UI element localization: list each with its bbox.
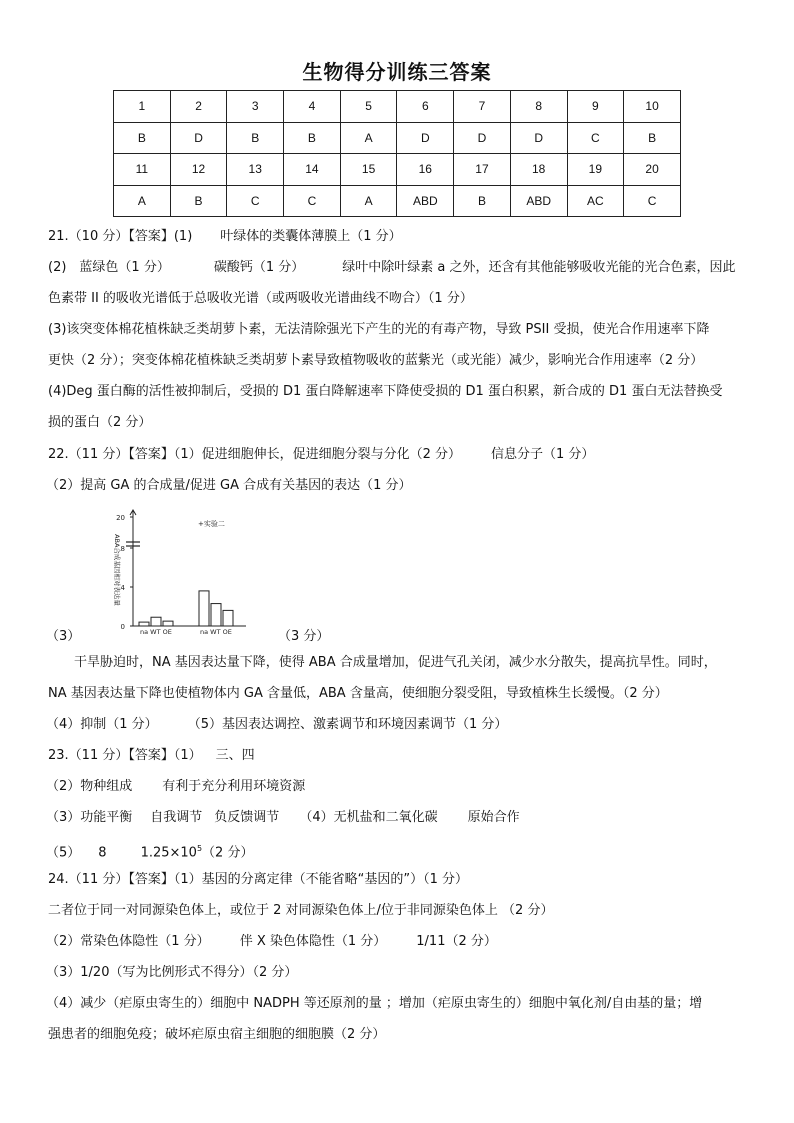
q23-header: 23.（11 分）【答案】（1） xyxy=(48,748,202,763)
table-cell: B xyxy=(454,185,511,217)
table-cell: C xyxy=(284,185,341,217)
table-cell: 12 xyxy=(170,154,227,186)
bar-oe xyxy=(163,621,173,626)
x-group-label: na WT OE xyxy=(140,628,172,636)
table-cell: D xyxy=(397,122,454,154)
y-tick-label: 4 xyxy=(120,584,125,592)
bar-oe xyxy=(223,610,233,626)
q24-answer-2c: 1/11（2 分） xyxy=(416,934,497,949)
table-cell: 11 xyxy=(114,154,171,186)
table-cell: B xyxy=(284,122,341,154)
q24-answer-2a: （2）常染色体隐性（1 分） xyxy=(46,934,210,949)
table-cell: C xyxy=(227,185,284,217)
q23-answer-1: 三、四 xyxy=(215,748,255,763)
q24-answer-2b: 伴 X 染色体隐性（1 分） xyxy=(239,934,387,949)
q21-answer-2b: 碳酸钙（1 分） xyxy=(213,260,305,275)
q23-answer-5b: 1.25×10 xyxy=(140,845,197,861)
q23-answer-2a: （2）物种组成 xyxy=(46,779,133,794)
q21-line-5: 更快（2 分）；突变体棉花植株缺乏类胡萝卜素导致植物吸收的蓝紫光（或光能）减少，影响光合作用速率（2 分） xyxy=(48,353,704,368)
table-cell: A xyxy=(340,185,397,217)
table-cell: 15 xyxy=(340,154,397,186)
q23-exponent: 5 xyxy=(196,844,203,853)
y-tick-label: 0 xyxy=(120,623,125,631)
table-cell: C xyxy=(624,185,681,217)
q21-answer-2a: (2) 蓝绿色（1 分） xyxy=(48,260,170,275)
q23-answer-2b: 有利于充分利用环境资源 xyxy=(162,779,306,794)
q23-answer-4a: （4）无机盐和二氧化碳 xyxy=(299,810,438,825)
q23-answer-3b: 自我调节 xyxy=(150,810,203,825)
table-cell: AC xyxy=(567,185,624,217)
q22-line-2: （2）提高 GA 的合成量/促进 GA 合成有关基因的表达（1 分） xyxy=(46,478,412,493)
q23-line-2 xyxy=(46,778,305,796)
bar-wt xyxy=(151,617,161,626)
q21-line-2 xyxy=(48,259,735,277)
q21-line-4: (3)该突变体棉花植株缺乏类胡萝卜素，无法清除强光下产生的光的有毒产物，导致 PSII 受损，使光合作用速率下降 xyxy=(48,322,710,337)
q21-line-3: 色素带 II 的吸收光谱低于总吸收光谱（或两吸收光谱曲线不吻合）（1 分） xyxy=(48,291,473,306)
q23-line-1 xyxy=(48,747,255,765)
q22-answer-1b: 信息分子（1 分） xyxy=(491,447,595,462)
table-row xyxy=(114,91,681,123)
q21-line-6: (4)Deg 蛋白酶的活性被抑制后，受损的 D1 蛋白降解速率下降使受损的 D1 蛋白积累，新合成的 D1 蛋白无法替换受 xyxy=(48,384,723,399)
q23-line-4 xyxy=(46,840,253,862)
table-cell: 18 xyxy=(510,154,567,186)
q24-line-5: （4）减少（疟原虫寄生的）细胞中 NADPH 等还原剂的量 ；增加（疟原虫寄生的）细胞中氧化剂/自由基的量；增 xyxy=(46,996,703,1011)
q24-line-4: （3）1/20（写为比例形式不得分）（2 分） xyxy=(46,965,298,980)
q24-line-6: 强患者的细胞免疫；破坏疟原虫宿主细胞的细胞膜（2 分） xyxy=(48,1027,386,1042)
table-cell: D xyxy=(170,122,227,154)
table-cell: 1 xyxy=(114,91,171,123)
table-cell: 13 xyxy=(227,154,284,186)
q22-line-6 xyxy=(46,716,507,734)
table-cell: ABD xyxy=(397,185,454,217)
table-row xyxy=(114,154,681,186)
table-cell: 17 xyxy=(454,154,511,186)
q22-line-1 xyxy=(48,446,594,464)
q21-answer-2c: 绿叶中除叶绿素 a 之外，还含有其他能够吸收光能的光合色素，因此 xyxy=(342,260,736,275)
q24-line-3 xyxy=(46,933,497,951)
q22-answer-4: （4）抑制（1 分） xyxy=(46,717,158,732)
table-cell: 14 xyxy=(284,154,341,186)
q23-answer-3c: 负反馈调节 xyxy=(214,810,280,825)
q22-line-5: NA 基因表达量下降也使植物体内 GA 含量低，ABA 含量高，使细胞分裂受阻，导致植株生长缓慢。（2 分） xyxy=(48,686,668,701)
table-row xyxy=(114,185,681,217)
q23-answer-5-label: （5） xyxy=(46,845,81,861)
table-cell: 4 xyxy=(284,91,341,123)
table-cell: 5 xyxy=(340,91,397,123)
q21-header: 21.（10 分）【答案】(1) xyxy=(48,229,193,244)
page-title: 生物得分训练三答案 xyxy=(302,60,492,84)
table-cell: B xyxy=(114,122,171,154)
y-tick-label: 8 xyxy=(120,545,125,553)
q23-answer-4b: 原始合作 xyxy=(467,810,520,825)
table-cell: 2 xyxy=(170,91,227,123)
q23-answer-5a: 8 xyxy=(98,845,107,861)
table-cell: 9 xyxy=(567,91,624,123)
q21-line-7: 损的蛋白（2 分） xyxy=(48,415,152,430)
table-cell: 10 xyxy=(624,91,681,123)
q23-answer-3a: （3）功能平衡 xyxy=(46,810,133,825)
y-axis-label: ABA合成基因相对表达量 xyxy=(113,534,121,606)
bar-na xyxy=(139,622,149,626)
q24-line-1: 24.（11 分）【答案】（1）基因的分离定律（不能省略“基因的”）（1 分） xyxy=(48,872,468,887)
table-cell: A xyxy=(114,185,171,217)
table-cell: B xyxy=(624,122,681,154)
answer-table xyxy=(113,90,681,217)
q22-header: 22.（11 分）【答案】（1）促进细胞伸长，促进细胞分裂与分化（2 分） xyxy=(48,447,462,462)
table-cell: B xyxy=(170,185,227,217)
table-cell: 20 xyxy=(624,154,681,186)
y-tick-label: 20 xyxy=(116,514,125,522)
q23-answer-5-score: （2 分） xyxy=(202,845,254,861)
chart-title: +实验二 xyxy=(198,520,225,528)
q22-line-3b: （3 分） xyxy=(278,629,330,644)
table-cell: D xyxy=(454,122,511,154)
table-cell: A xyxy=(340,122,397,154)
q22-answer-5: （5）基因表达调控、激素调节和环境因素调节（1 分） xyxy=(187,717,508,732)
table-cell: 16 xyxy=(397,154,454,186)
table-cell: 8 xyxy=(510,91,567,123)
table-cell: B xyxy=(227,122,284,154)
table-cell: D xyxy=(510,122,567,154)
aba-bar-chart xyxy=(106,500,281,640)
table-cell: 7 xyxy=(454,91,511,123)
bar-wt xyxy=(211,604,221,626)
q22-line-3a: （3） xyxy=(46,629,81,644)
table-cell: 19 xyxy=(567,154,624,186)
table-cell: C xyxy=(567,122,624,154)
bar-na xyxy=(199,591,209,626)
q21-answer-1: 叶绿体的类囊体薄膜上（1 分） xyxy=(220,229,402,244)
q21-line-1 xyxy=(48,228,402,246)
x-group-label: na WT OE xyxy=(200,628,232,636)
table-row xyxy=(114,122,681,154)
q23-line-3 xyxy=(46,809,520,827)
table-cell: 6 xyxy=(397,91,454,123)
table-cell: 3 xyxy=(227,91,284,123)
table-cell: ABD xyxy=(510,185,567,217)
q22-line-4: 干旱胁迫时，NA 基因表达量下降，使得 ABA 合成量增加，促进气孔关闭，减少水分散失，提高抗旱性。同时， xyxy=(74,655,717,670)
q24-line-2: 二者位于同一对同源染色体上，或位于 2 对同源染色体上/位于非同源染色体上 （2 分） xyxy=(48,903,554,918)
